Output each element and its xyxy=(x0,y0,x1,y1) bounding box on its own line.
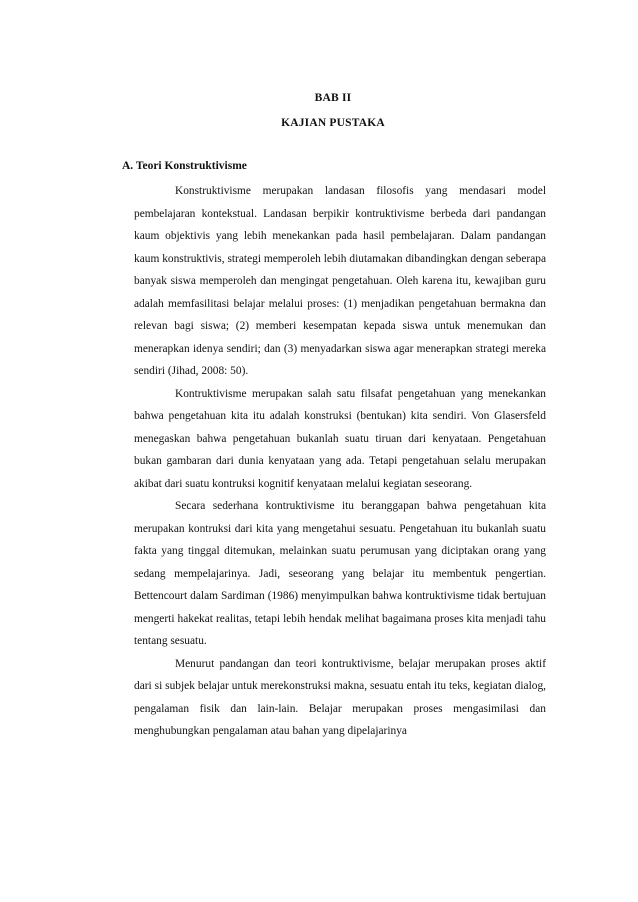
section-title: A. Teori Konstruktivisme xyxy=(122,160,247,172)
paragraph-1: Konstruktivisme merupakan landasan filosofis yang mendasari model pembelajaran kontekstual. Landasan berpikir kontruktivisme berbeda dari pandangan kaum objektivis yang lebih menekankan pada hasil pembelajaran. Dalam pandangan kaum konstruktivis, strategi memperoleh lebih diutamakan dibandingkan dengan seberapa banyak siswa memperoleh dan mengingat pengetahuan. Oleh karena itu, kewajiban guru adalah memfasilitasi belajar melalui proses: (1) menjadikan pengetahuan bermakna dan relevan bagi siswa; (2) memberi kesempatan kepada siswa untuk menemukan dan menerapkan idenya sendiri; dan (3) menyadarkan siswa agar menerapkan strategi mereka sendiri (Jihad, 2008: 50). xyxy=(134,185,546,377)
chapter-title: KAJIAN PUSTAKA xyxy=(281,117,385,129)
paragraph-4: Menurut pandangan dan teori kontruktivisme, belajar merupakan proses aktif dari si subjek belajar untuk merekonstruksi makna, sesuatu entah itu teks, kegiatan dialog, pengalaman fisik dan lain-lain. Belajar merupakan proses mengasimilasi dan menghubungkan pengalaman atau bahan yang dipelajarinya xyxy=(134,657,546,737)
body-text xyxy=(134,180,546,743)
paragraph-2: Kontruktivisme merupakan salah satu filsafat pengetahuan yang menekankan bahwa pengetahuan kita itu adalah konstruksi (bentukan) kita sendiri. Von Glasersfeld menegaskan bahwa pengetahuan bukanlah suatu tiruan dari kenyataan. Pengetahuan bukan gambaran dari dunia kenyataan yang ada. Tetapi pengetahuan selalu merupakan akibat dari suatu kontruksi kognitif kenyataan melalui kegiatan seseorang. xyxy=(134,387,546,490)
chapter-number: BAB II xyxy=(314,92,352,104)
paragraph-3: Secara sederhana kontruktivisme itu beranggapan bahwa pengetahuan kita merupakan kontruksi dari kita yang mengetahui sesuatu. Pengetahuan itu bukanlah suatu fakta yang tinggal ditemukan, melainkan suatu perumusan yang diciptakan orang yang sedang mempelajarinya. Jadi, seseorang yang belajar itu membentuk pengertian. Bettencourt dalam Sardiman (1986) menyimpulkan bahwa kontruktivisme tidak bertujuan mengerti hakekat realitas, tetapi lebih hendak melihat bagaimana proses kita menjadi tahu tentang sesuatu. xyxy=(134,500,546,647)
